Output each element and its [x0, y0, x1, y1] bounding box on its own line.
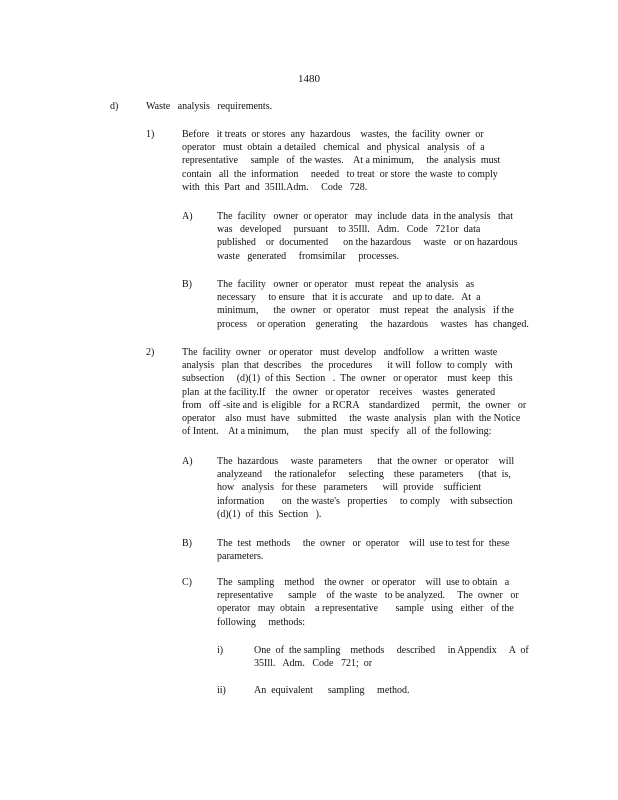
- text-line: waste generated fromsimilar processes.: [217, 250, 400, 262]
- text-line: representative sample of the wastes. At a minimum, the analysis must: [182, 155, 501, 167]
- text-line: following methods:: [217, 616, 306, 628]
- text-line: contain all the information needed to treat or store the waste to comply: [182, 168, 498, 180]
- text-line: (d)(1) of this Section ).: [217, 508, 322, 520]
- item-1a-marker: A): [182, 211, 193, 222]
- item-1b-paragraph: [217, 278, 542, 331]
- text-line: subsection (d)(1) of this Section . The owner or operator must keep this: [182, 373, 513, 385]
- item-2c-marker: C): [182, 577, 192, 588]
- text-line: of Intent. At a minimum, the plan must specify all of the following:: [182, 426, 492, 438]
- page-number: 1480: [298, 73, 320, 85]
- item-2-paragraph: [182, 346, 542, 438]
- text-line: The facility owner or operator may include data in the analysis that: [217, 211, 514, 222]
- text-line: how analysis for these parameters will provide sufficient: [217, 482, 482, 494]
- text-line: process or operation generating the hazardous wastes has changed.: [217, 318, 529, 330]
- text-line: One of the sampling methods described in Appendix A of: [254, 645, 529, 656]
- text-line: information on the waste's properties to comply with subsection: [217, 495, 513, 507]
- text-line: minimum, the owner or operator must repeat the analysis if the: [217, 305, 514, 317]
- text-line: The sampling method the owner or operator will use to obtain a: [217, 577, 510, 588]
- item-2a-marker: A): [182, 456, 193, 467]
- text-line: published or documented on the hazardous waste or on hazardous: [217, 237, 518, 249]
- text-line: operator also must have submitted the waste analysis plan with the Notice: [182, 413, 521, 425]
- text-line: plan at the facility.If the owner or operator receives wastes generated: [182, 386, 496, 398]
- text-line: 35Ill. Adm. Code 721; or: [254, 658, 373, 670]
- item-2c-ii-marker: ii): [217, 685, 226, 696]
- item-2c-i-paragraph: [254, 644, 544, 670]
- text-line: representative sample of the waste to be analyzed. The owner or: [217, 590, 519, 602]
- item-2b-paragraph: [217, 537, 542, 563]
- item-2-marker: 2): [146, 347, 155, 358]
- item-1-marker: 1): [146, 129, 155, 140]
- item-2c-paragraph: [217, 576, 542, 629]
- text-line: necessary to ensure that it is accurate and up to date. At a: [217, 292, 481, 304]
- item-2a-paragraph: [217, 455, 542, 521]
- text-line: analysis plan that describes the procedures it will follow to comply with: [182, 360, 513, 372]
- text-line: The facility owner or operator must repeat the analysis as: [217, 279, 475, 290]
- text-line: The facility owner or operator must develop andfollow a written waste: [182, 347, 498, 358]
- text-line: operator may obtain a representative sample using either of the: [217, 603, 514, 615]
- text-line: operator must obtain a detailed chemical and physical analysis of a: [182, 142, 485, 154]
- text-line: was developed pursuant to 35Ill. Adm. Code 721or data: [217, 224, 481, 236]
- item-1b-marker: B): [182, 279, 192, 290]
- item-2b-marker: B): [182, 538, 192, 549]
- text-line: The test methods the owner or operator will use to test for these: [217, 538, 510, 549]
- text-line: The hazardous waste parameters that the owner or operator will: [217, 456, 515, 467]
- text-line: with this Part and 35Ill.Adm. Code 728.: [182, 181, 368, 193]
- text-line: analyzeand the rationalefor selecting these parameters (that is,: [217, 469, 511, 481]
- section-heading: Waste analysis requirements.: [146, 101, 273, 112]
- text-line: parameters.: [217, 551, 264, 563]
- text-line: Before it treats or stores any hazardous wastes, the facility owner or: [182, 129, 484, 140]
- text-line: An equivalent sampling method.: [254, 685, 410, 696]
- item-2c-ii-paragraph: [254, 684, 544, 697]
- item-2c-i-marker: i): [217, 645, 224, 656]
- item-1a-paragraph: [217, 210, 542, 263]
- text-line: from off -site and is eligible for a RCRA standardized permit, the owner or: [182, 399, 527, 411]
- item-1-paragraph: [182, 128, 522, 194]
- section-marker: d): [110, 101, 119, 112]
